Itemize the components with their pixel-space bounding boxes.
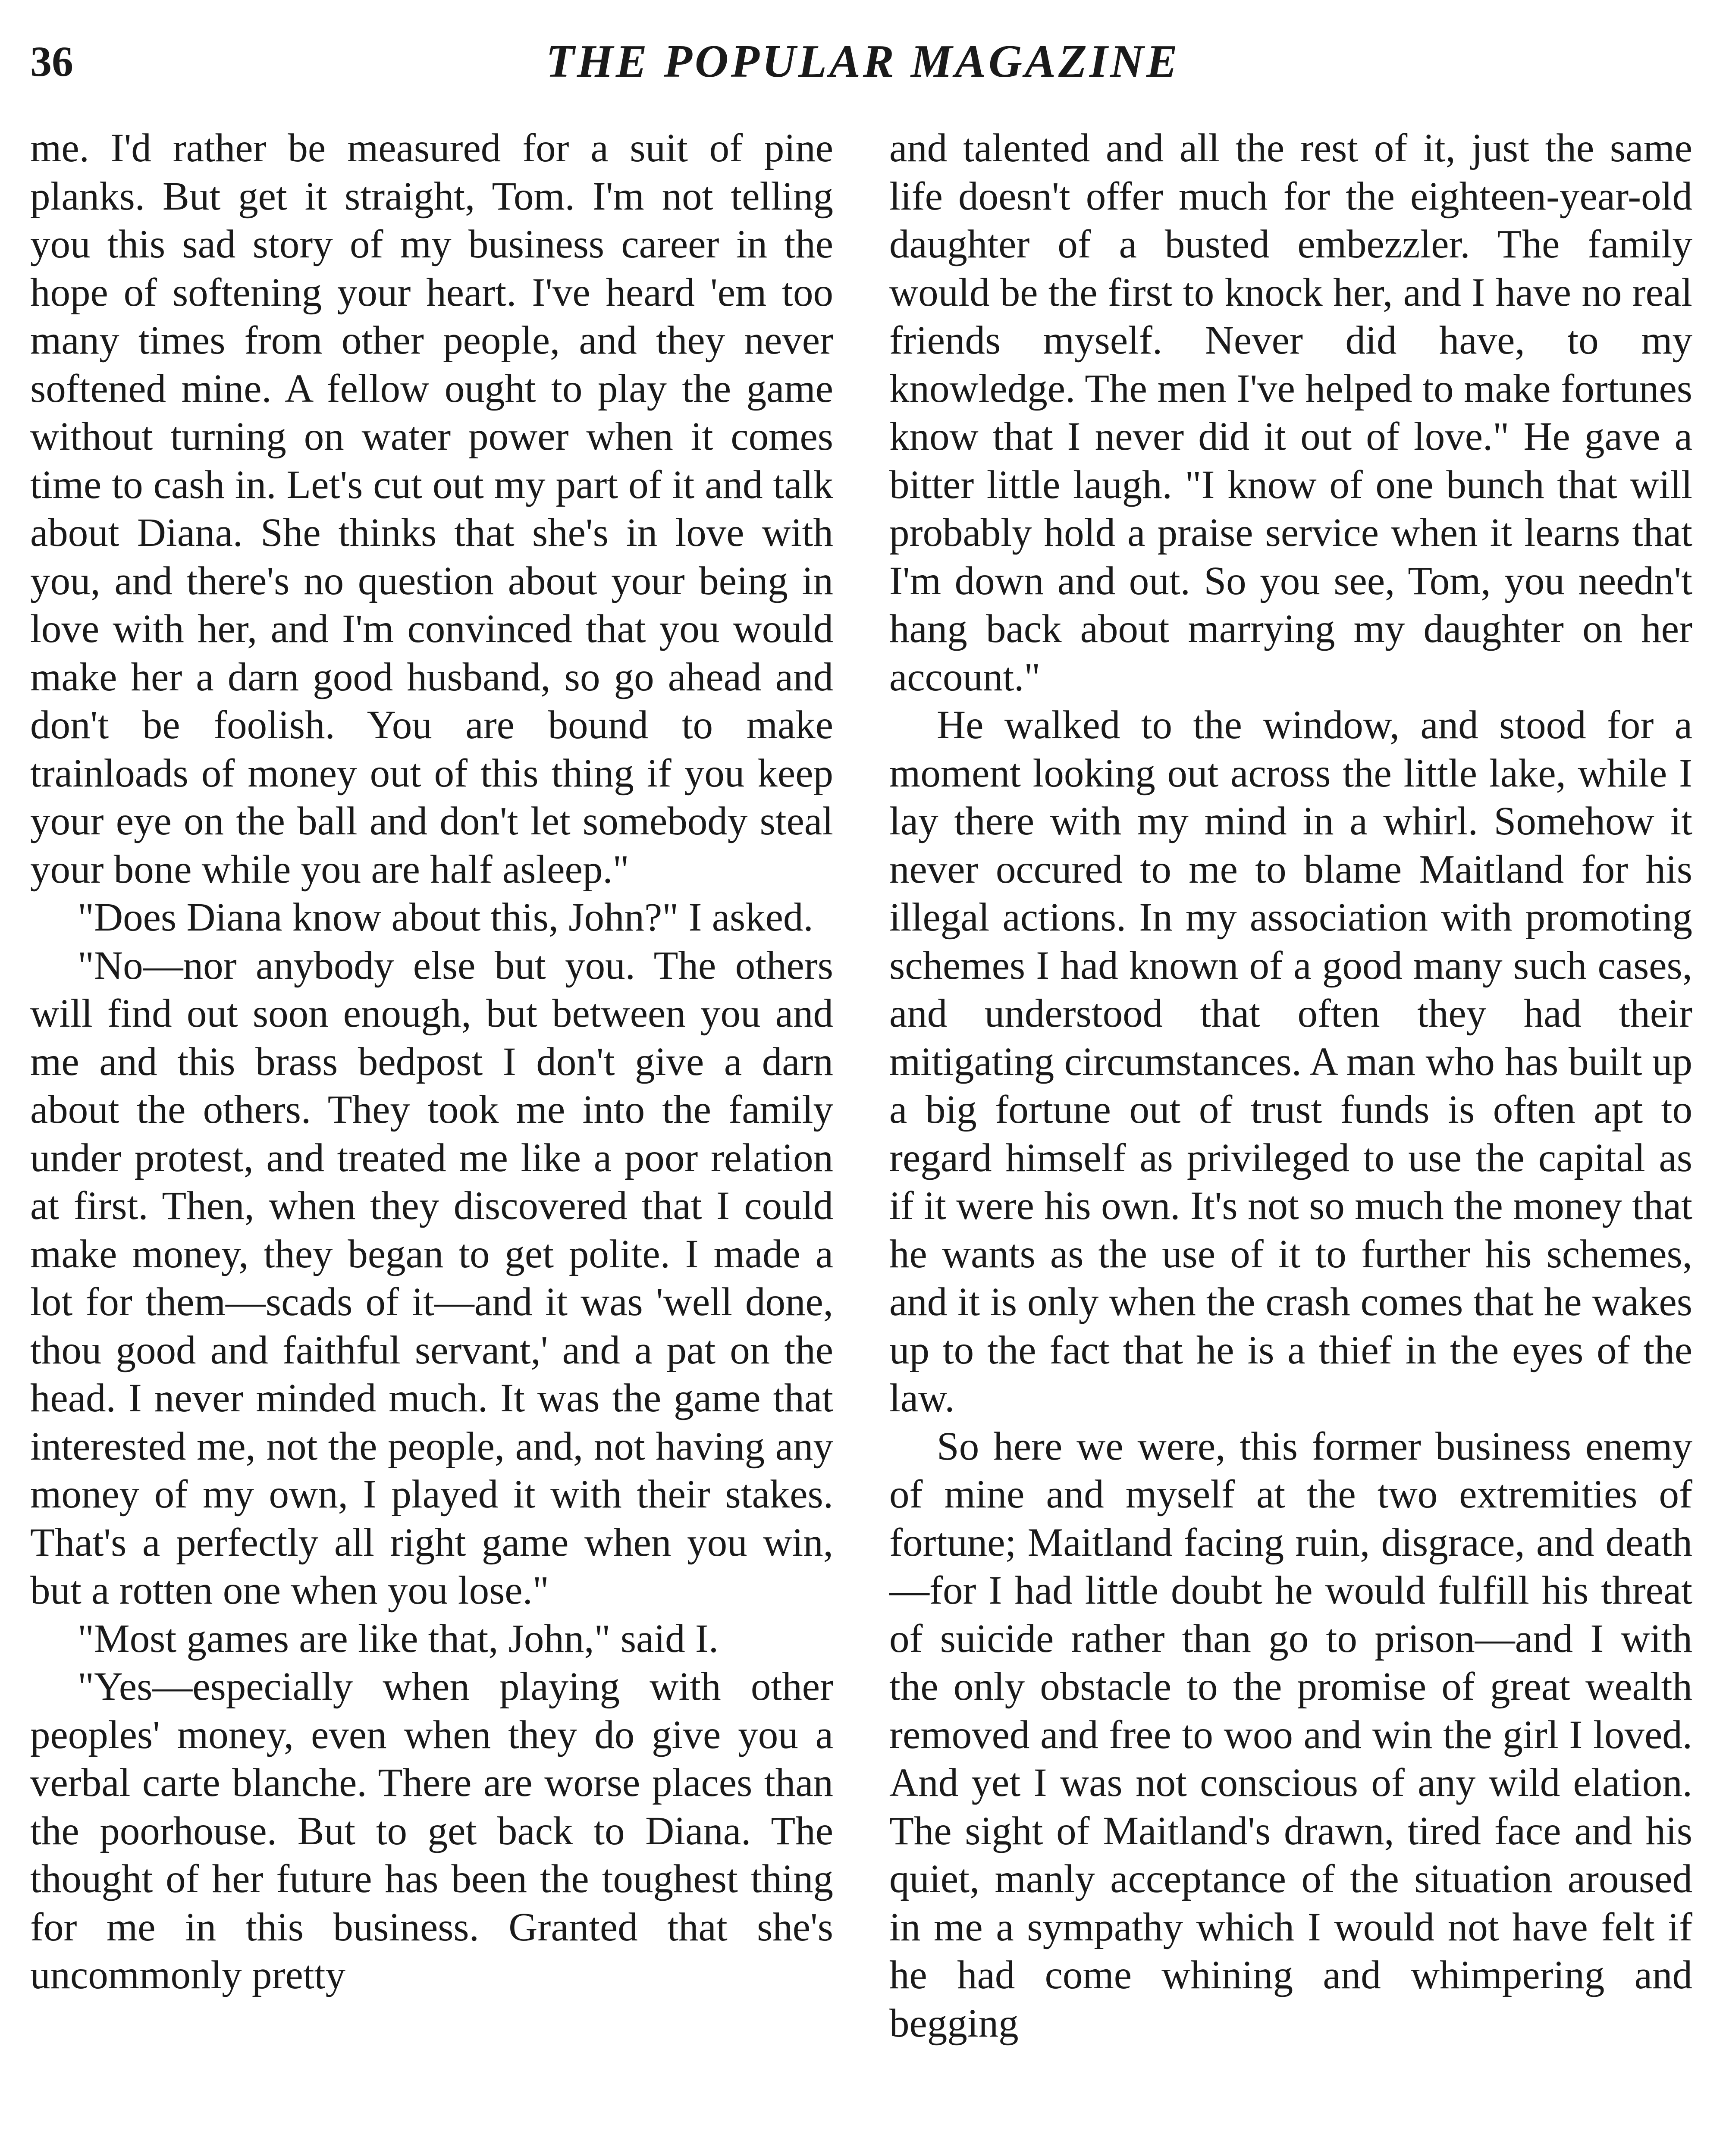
right-column [889,124,1692,2156]
paragraph: "Does Diana know about this, John?" I asked. [78,895,813,940]
paragraph: me. I'd rather be measured for a suit of pine planks. But get it straight, Tom. I'm not telling you this sad story of my business career in the hope of softening your heart. I've heard 'em too many times from other people, and they never softened mine. A fellow ought to play the game without turning on water power when it comes time to cash in. Let's cut out my part of it and talk about Diana. She thinks that she's in love with you, and there's no question about your being in love with her, and I'm convinced that you would make her a darn good husband, so go ahead and don't be foolish. You are bound to make trainloads of money out of this thing if you keep your eye on the ball and don't let somebody steal your bone while you are half asleep." [30,126,833,892]
paragraph: "Yes—especially when playing with other peoples' money, even when they do give you a verbal carte blanche. There are worse places than the poorhouse. But to get back to Diana. The thought of her future has been the toughest thing for me in this business. Granted that she's uncommonly pretty [30,1664,833,1997]
paragraph: "Most games are like that, John," said I. [78,1616,719,1661]
page-number: 36 [30,38,73,85]
paragraph: "No—nor anybody else but you. The others will find out soon enough, but between you and me and this brass bedpost I don't give a darn about the others. They took me into the family under protest, and treated me like a poor relation at first. Then, when they discovered that I could make money, they began to get polite. I made a lot for them—scads of it—and it was 'well done, thou good and faithful servant,' and a pat on the head. I never minded much. It was the game that interested me, not the people, and, not having any money of my own, I played it with their stakes. That's a perfectly all right game when you win, but a rotten one when you lose." [30,943,833,1613]
paragraph: So here we were, this former business enemy of mine and myself at the two extremities of fortune; Maitland facing ruin, disgrace, and death—for I had little doubt he would fulfill his threat of suicide rather than go to prison—and I with the only obstacle to the promise of great wealth removed and free to woo and win the girl I loved. And yet I was not conscious of any wild elation. The sight of Maitland's drawn, tired face and his quiet, manly acceptance of the situation aroused in me a sympathy which I would not have felt if he had come whining and whimpering and begging [889,1424,1692,2046]
left-column [30,124,833,2156]
paragraph: and talented and all the rest of it, just the same life doesn't offer much for the eighteen-year-old daughter of a busted embezzler. The family would be the first to knock her, and I have no real friends myself. Never did have, to my knowledge. The men I've helped to make fortunes know that I never did it out of love." He gave a bitter little laugh. "I know of one bunch that will probably hold a praise service when it learns that I'm down and out. So you see, Tom, you needn't hang back about marrying my daughter on her account." [889,126,1692,699]
page-header [30,34,1696,90]
running-head: THE POPULAR MAGAZINE [546,36,1180,87]
paragraph: He walked to the window, and stood for a moment looking out across the little lake, while I lay there with my mind in a whirl. Somehow it never occured to me to blame Maitland for his illegal actions. In my association with promoting schemes I had known of a good many such cases, and understood that often they had their mitigating circumstances. A man who has built up a big fortune out of trust funds is often apt to regard himself as privileged to use the capital as if it were his own. It's not so much the money that he wants as the use of it to further his schemes, and it is only when the crash comes that he wakes up to the fact that he is a thief in the eyes of the law. [889,703,1692,1420]
